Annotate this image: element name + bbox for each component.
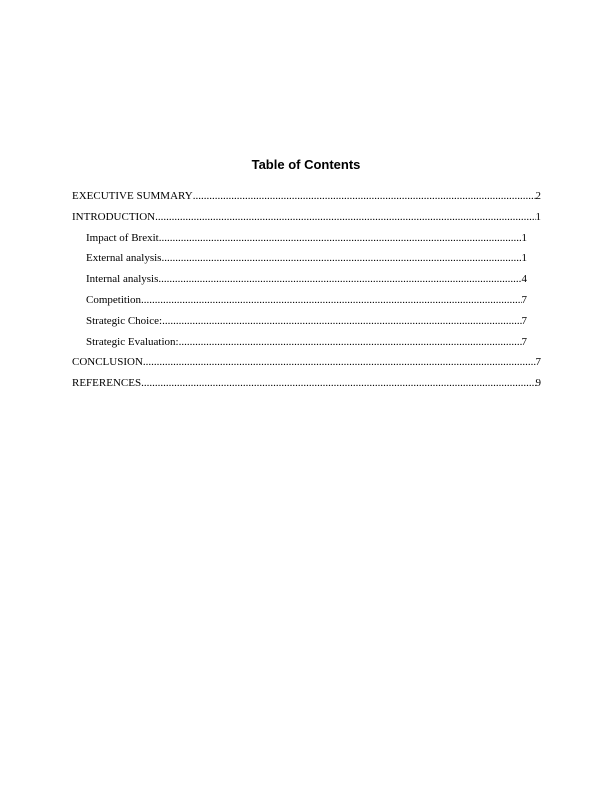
toc-page-number: 4: [521, 273, 527, 286]
toc-dot-leader: [155, 207, 535, 228]
toc-entry-strategic-evaluation[interactable]: [72, 332, 527, 353]
toc-dot-leader: [141, 373, 535, 394]
toc-title: Table of Contents: [251, 157, 361, 172]
toc-entry-internal-analysis[interactable]: [72, 269, 527, 290]
toc-page-number: 1: [521, 231, 527, 244]
toc-entry-strategic-choice[interactable]: [72, 311, 527, 332]
toc-entry-label: CONCLUSION: [72, 356, 143, 369]
toc-entry-label: Strategic Choice:: [86, 314, 163, 327]
toc-entry-impact-of-brexit[interactable]: [72, 228, 527, 249]
toc-page-number: 7: [521, 335, 527, 348]
toc-page-number: 7: [521, 314, 527, 327]
toc-entry-references[interactable]: [72, 373, 541, 394]
toc-entry-label: Competition: [86, 293, 141, 306]
toc-entry-label: INTRODUCTION: [72, 210, 156, 223]
toc-entry-label: Internal analysis: [86, 273, 159, 286]
toc-dot-leader: [159, 228, 522, 249]
toc-entry-conclusion[interactable]: [72, 352, 541, 373]
toc-entry-label: Impact of Brexit: [86, 231, 159, 244]
toc-entry-executive-summary[interactable]: [72, 186, 541, 207]
toc-dot-leader: [161, 248, 521, 269]
toc-entry-introduction[interactable]: [72, 207, 541, 228]
toc-dot-leader: [193, 186, 536, 207]
toc-entry-label: REFERENCES: [72, 377, 142, 390]
toc-page-number: 7: [535, 356, 541, 369]
toc-dot-leader: [141, 290, 522, 311]
toc-entry-competition[interactable]: [72, 290, 527, 311]
toc-dot-leader: [179, 332, 522, 353]
toc-dot-leader: [162, 311, 521, 332]
toc-list: [72, 186, 541, 394]
toc-entry-label: External analysis: [86, 252, 162, 265]
toc-entry-label: Strategic Evaluation:: [86, 335, 179, 348]
toc-page-number: 1: [535, 210, 541, 223]
toc-page-number: 2: [535, 190, 541, 202]
toc-page-number: 1: [521, 252, 527, 265]
toc-page-number: 9: [535, 377, 541, 390]
toc-entry-external-analysis[interactable]: [72, 248, 527, 269]
toc-entry-label: EXECUTIVE SUMMARY: [72, 190, 193, 202]
toc-dot-leader: [143, 352, 536, 373]
toc-dot-leader: [158, 269, 521, 290]
toc-page-number: 7: [521, 293, 527, 306]
